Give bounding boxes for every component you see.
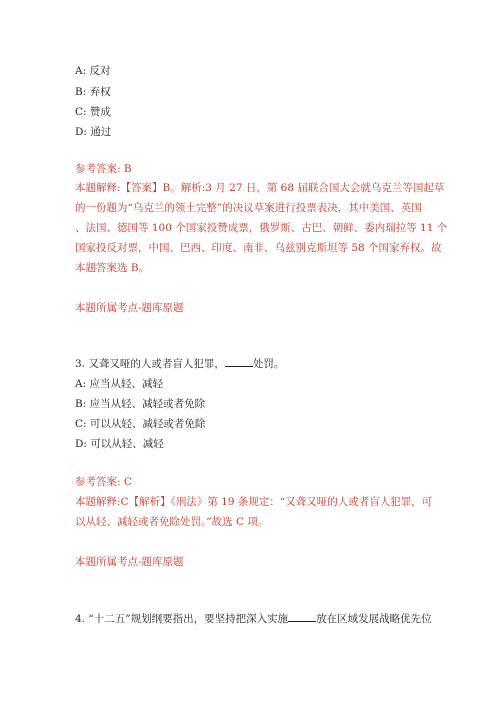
q3-explanation-line-1: 本题解释:C【解析】《刑法》第 19 条规定：“又聋又哑的人或者盲人犯罪，可: [75, 496, 433, 508]
q3-option-d: D: 可以从轻、减轻: [75, 438, 164, 450]
q3-option-b: B: 应当从轻、减轻或者免除: [75, 398, 206, 410]
q4-stem-suffix: 放在区域发展战略优先位: [316, 613, 432, 625]
q4-stem-prefix: 4. “十二五”规划纲要指出，要坚持把深入实施: [75, 613, 289, 625]
q2-explanation-line-2: 的一份题为“乌克兰的领土完整”的决议草案进行投票表决，其中美国、英国: [75, 202, 422, 214]
q4-blank: [288, 612, 316, 622]
q2-explanation-line-5: 本题答案选 B。: [75, 262, 150, 274]
q2-answer: 参考答案: B: [75, 163, 132, 175]
q2-option-b: B: 弃权: [75, 86, 111, 98]
q2-explanation-line-1: 本题解释:【答案】B。解析:3 月 27 日，第 68 届联合国大会就乌克兰等国起草: [75, 182, 445, 194]
q3-stem-suffix: 处罚。: [252, 358, 285, 370]
q2-option-d: D: 通过: [75, 126, 112, 138]
q3-blank: [225, 357, 253, 367]
q3-explanation-line-2: 以从轻、减轻或者免除处罚。”故选 C 项。: [75, 516, 269, 528]
q3-source: 本题所属考点-题库原题: [75, 556, 184, 568]
q2-option-a: A: 反对: [75, 65, 111, 77]
q2-source: 本题所属考点-题库原题: [75, 302, 184, 314]
q3-option-a: A: 应当从轻、减轻: [75, 378, 163, 390]
q2-explanation-line-4: 国家投反对票，中国、巴西、印度、南非、乌兹别克斯坦等 58 个国家弃权。故: [75, 242, 442, 254]
q3-option-c: C: 可以从轻、减轻或者免除: [75, 418, 206, 430]
q2-option-c: C: 赞成: [75, 106, 111, 118]
q3-stem-prefix: 3. 又聋又哑的人或者盲人犯罪，: [75, 358, 225, 370]
q4-stem: [75, 612, 435, 626]
q2-explanation-line-3: 、法国、德国等 100 个国家投赞成票，俄罗斯、古巴、朝鲜、委内瑞拉等 11 个: [75, 222, 448, 234]
q3-stem: [75, 357, 435, 371]
q3-answer: 参考答案: C: [75, 476, 132, 488]
